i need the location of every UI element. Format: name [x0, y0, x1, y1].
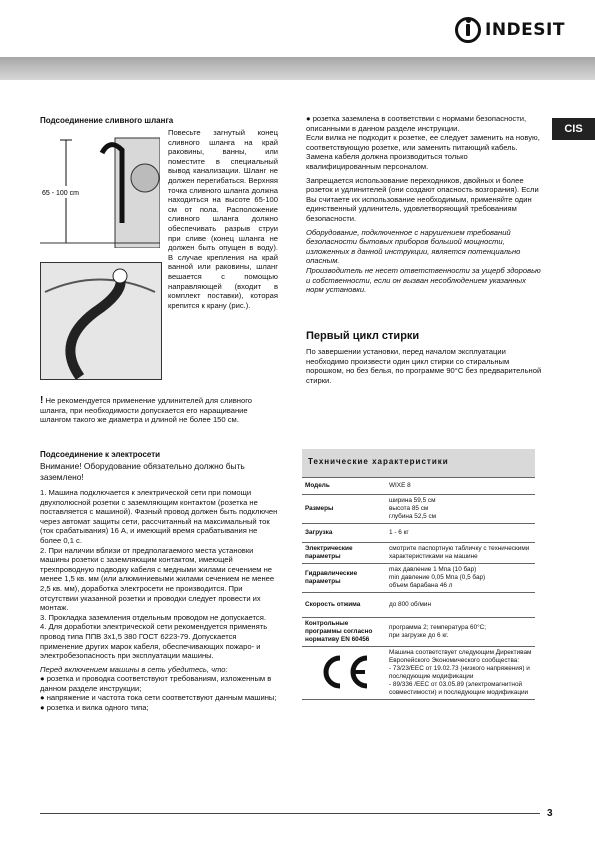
- spec-row-electrical: Электрические параметры смотрите паспортную табличку с техническими характеристиками на машине: [302, 543, 535, 564]
- indesit-logo: [455, 14, 565, 46]
- electric-item: 4. Для доработки электрической сети рекомендуется применять провод типа ППВ 3х1,5 380 ГОСТ 6223-79. Допускается применение других марок кабеля, обеспечивающих пожаро- и электробезопасность при эксплуатации машины.: [40, 622, 268, 661]
- grounding-bullet: ● розетка заземлена в соответствии с нормами безопасности, описанными в данном разделе инструкции.: [306, 114, 527, 133]
- specs-title: Технические характеристики: [308, 457, 449, 466]
- brand-name: INDESIT: [485, 20, 565, 40]
- warning-icon: !: [40, 395, 44, 406]
- check-bullet: ● розетка и проводка соответствуют требованиям, изложенным в данном разделе инструкции;: [40, 674, 272, 693]
- drain-hose-height-figure: [40, 128, 160, 248]
- spec-row-directives: Машина соответствует следующим Директивам Европейского Экономического сообщества: - 73/23/ЕЕС от 19.02.73 (низкого напряжения) и последующие модификации - 89/336 /ЕЕС от 03.05.89 (электромагнитной совместимости) и последующие модификации: [302, 647, 535, 700]
- spec-row-model: Модель WIXE 8: [302, 478, 535, 495]
- drain-warning: [40, 396, 278, 425]
- drain-hose-sink-figure: [40, 262, 162, 380]
- electric-item: 2. При наличии вблизи от предполагаемого места установки машины розетки с заземляющим контактом, имеющей трехпроводную подводку кабеля с медными жилами сечением не менее 1,5 кв. мм (или алюминиевыми жилами сечением не менее 2,5 кв. мм), доработка электросети не производится. При отсутствии указанной розетки и проводки следует провести их монтаж.: [40, 545, 275, 613]
- spec-row-dimensions: Размеры ширина 59,5 см высота 85 см глубина 52,5 см: [302, 495, 535, 524]
- liability-notice: Производитель не несет ответственности за ущерб здоровью и собственности, если он вызван несоблюдением указанных норм установки.: [306, 265, 541, 295]
- check-bullet: ● розетка и вилка одного типа;: [40, 703, 149, 713]
- drain-heading: Подсоединение сливного шланга: [40, 116, 174, 125]
- spec-row-hydraulic: Гидравлические параметры max давление 1 Мпа (10 бар) min давление 0,05 Мпа (0,5 бар) объем барабана 46 л: [302, 564, 535, 593]
- adapters-warning: Запрещается использование переходников, двойных и более розеток и удлинителей (они создают опасность возгорания). Если Вы считаете их использование необходимым, применяйте один единственный удлинитель, удовлетворяющий требованиям безопасности.: [306, 175, 539, 223]
- ce-mark-icon: [315, 652, 373, 692]
- drain-instructions: Повесьте загнутый конец сливного шланга на край раковины, ванны, или поместите в специальный вывод канализации. Шланг не должен перегибаться. Верхняя точка сливного шланга должна находиться на высоте 65-100 см от пола. Расположение сливного шланга должно обеспечивать разрыв струи при сливе (конец шланга не должен быть опущен в воду). В случае крепления на край ванной или раковины, шланг вешается с помощью направляющей (входит в комплект поставки), которая крепится к крану (рис.).: [168, 128, 278, 310]
- header-band: [0, 57, 595, 80]
- drain-warning-text: Не рекомендуется применение удлинителей для сливного шланга, при необходимости допускается его наращивание шлангом такого же диаметра и длиной не более 150 см.: [40, 396, 253, 425]
- check-bullet: ● напряжение и частота тока сети соответствуют данным машины;: [40, 693, 277, 703]
- right-column-text: [306, 114, 542, 295]
- indesit-logo-icon: [455, 17, 481, 43]
- electric-heading: Подсоединение к электросети: [40, 450, 161, 459]
- plug-replacement-text: Если вилка не подходит к розетке, ее следует заменить на новую, соответствующую розетке, или заменить питающий кабель. Замена кабеля должна производиться только квалифицированным персоналом.: [306, 133, 540, 171]
- spec-row-load: Загрузка 1 - 6 кг: [302, 524, 535, 543]
- electric-item: 3. Прокладка заземления отдельным проводом не допускается.: [40, 612, 266, 622]
- electric-items: [40, 488, 278, 713]
- danger-notice: Оборудование, подключенное с нарушением требований безопасности бытовых приборов большой мощности, изложенных в данной инструкции, является потенциально опасным.: [306, 227, 521, 266]
- specs-table: [302, 477, 535, 700]
- specs-header: [302, 449, 535, 477]
- first-cycle-text: По завершении установки, перед началом эксплуатации необходимо произвести один цикл стирки со стиральным порошком, но без белья, по программе 90°С без предварительной стирки.: [306, 347, 542, 385]
- height-dimension-label: 65 - 100 cm: [42, 190, 79, 197]
- spec-row-programs: Контрольные программы согласно нормативу EN 60456 программа 2; температура 60°С; при загрузке до 6 кг.: [302, 618, 535, 647]
- language-tab-cis: CIS: [552, 118, 595, 140]
- first-cycle-heading: Первый цикл стирки: [306, 330, 420, 342]
- page-number: 3: [547, 808, 553, 819]
- electric-item: 1. Машина подключается к электрической сети при помощи двухполюсной розетки с заземляющим контактом (розетка не поставляется с машиной). Фазный провод должен быть подключен через автомат защиты сети, рассчитанный на максимальный ток (ток срабатывания) 16 А, и имеющий время срабатывания не более 0,1 с.: [40, 488, 278, 545]
- check-intro: Перед включением машины в сеть убедитесь, что:: [40, 664, 228, 674]
- footer-rule: [40, 813, 540, 814]
- electric-attention: Внимание! Оборудование обязательно должно быть заземлено!: [40, 461, 245, 482]
- spec-row-spin: Скорость отжима до 800 об/мин: [302, 593, 535, 618]
